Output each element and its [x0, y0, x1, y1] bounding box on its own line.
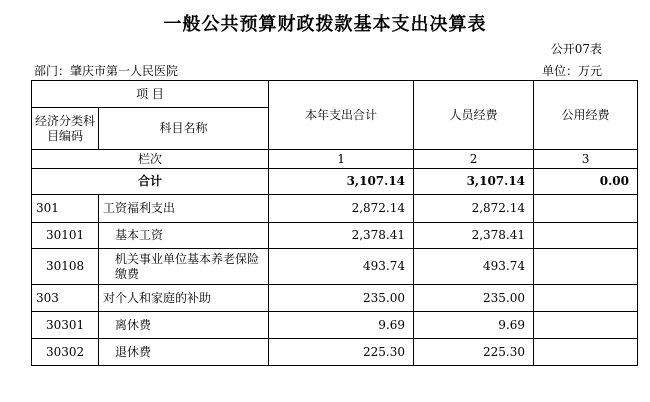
header-econ-code: 经济分类科目编码: [32, 108, 99, 150]
unit-label: 单位：万元: [541, 64, 602, 78]
total-row: [32, 169, 638, 195]
row-public: [534, 285, 638, 312]
header-total: 本年支出合计: [269, 81, 414, 150]
column-number-label: 栏次: [32, 150, 269, 169]
row-personnel: 235.00: [414, 285, 534, 312]
row-public: [534, 195, 638, 223]
form-number: 公开07表: [550, 42, 602, 56]
row-code: 30101: [32, 223, 99, 249]
row-total: 2,872.14: [269, 195, 414, 223]
report-title: 一般公共预算财政拨款基本支出决算表: [163, 14, 487, 35]
header-item: 项 目: [32, 81, 269, 108]
table-row: [32, 195, 638, 223]
row-personnel: 2,378.41: [414, 223, 534, 249]
table-row: [32, 249, 638, 285]
row-code: 301: [32, 195, 99, 223]
column-number-2: 2: [414, 150, 534, 169]
total-label: 合计: [32, 169, 269, 195]
table-row: [32, 312, 638, 339]
row-personnel: 9.69: [414, 312, 534, 339]
row-name: 对个人和家庭的补助: [99, 285, 269, 312]
row-total: 2,378.41: [269, 223, 414, 249]
total-amount: 3,107.14: [269, 169, 414, 195]
row-code: 30302: [32, 339, 99, 366]
row-public: [534, 339, 638, 366]
row-total: 9.69: [269, 312, 414, 339]
row-name: 离休费: [99, 312, 269, 339]
header-personnel: 人员经费: [414, 81, 534, 150]
row-personnel: 2,872.14: [414, 195, 534, 223]
column-number-1: 1: [269, 150, 414, 169]
header-public: 公用经费: [534, 81, 638, 150]
row-total: 235.00: [269, 285, 414, 312]
total-public: 0.00: [534, 169, 638, 195]
row-name: 基本工资: [99, 223, 269, 249]
table-row: [32, 223, 638, 249]
row-code: 30301: [32, 312, 99, 339]
table-row: [32, 339, 638, 366]
row-public: [534, 312, 638, 339]
row-personnel: 225.30: [414, 339, 534, 366]
row-code: 303: [32, 285, 99, 312]
row-personnel: 493.74: [414, 249, 534, 285]
row-name: 工资福利支出: [99, 195, 269, 223]
row-total: 225.30: [269, 339, 414, 366]
total-personnel: 3,107.14: [414, 169, 534, 195]
expenditure-table: [31, 80, 638, 366]
table-row: [32, 285, 638, 312]
row-total: 493.74: [269, 249, 414, 285]
row-code: 30108: [32, 249, 99, 285]
header-subject-name: 科目名称: [99, 108, 269, 150]
row-name: 退休费: [99, 339, 269, 366]
row-name: 机关事业单位基本养老保险缴费: [99, 249, 269, 285]
row-public: [534, 223, 638, 249]
row-public: [534, 249, 638, 285]
department-label: 部门：肇庆市第一人民医院: [34, 64, 179, 78]
column-number-3: 3: [534, 150, 638, 169]
